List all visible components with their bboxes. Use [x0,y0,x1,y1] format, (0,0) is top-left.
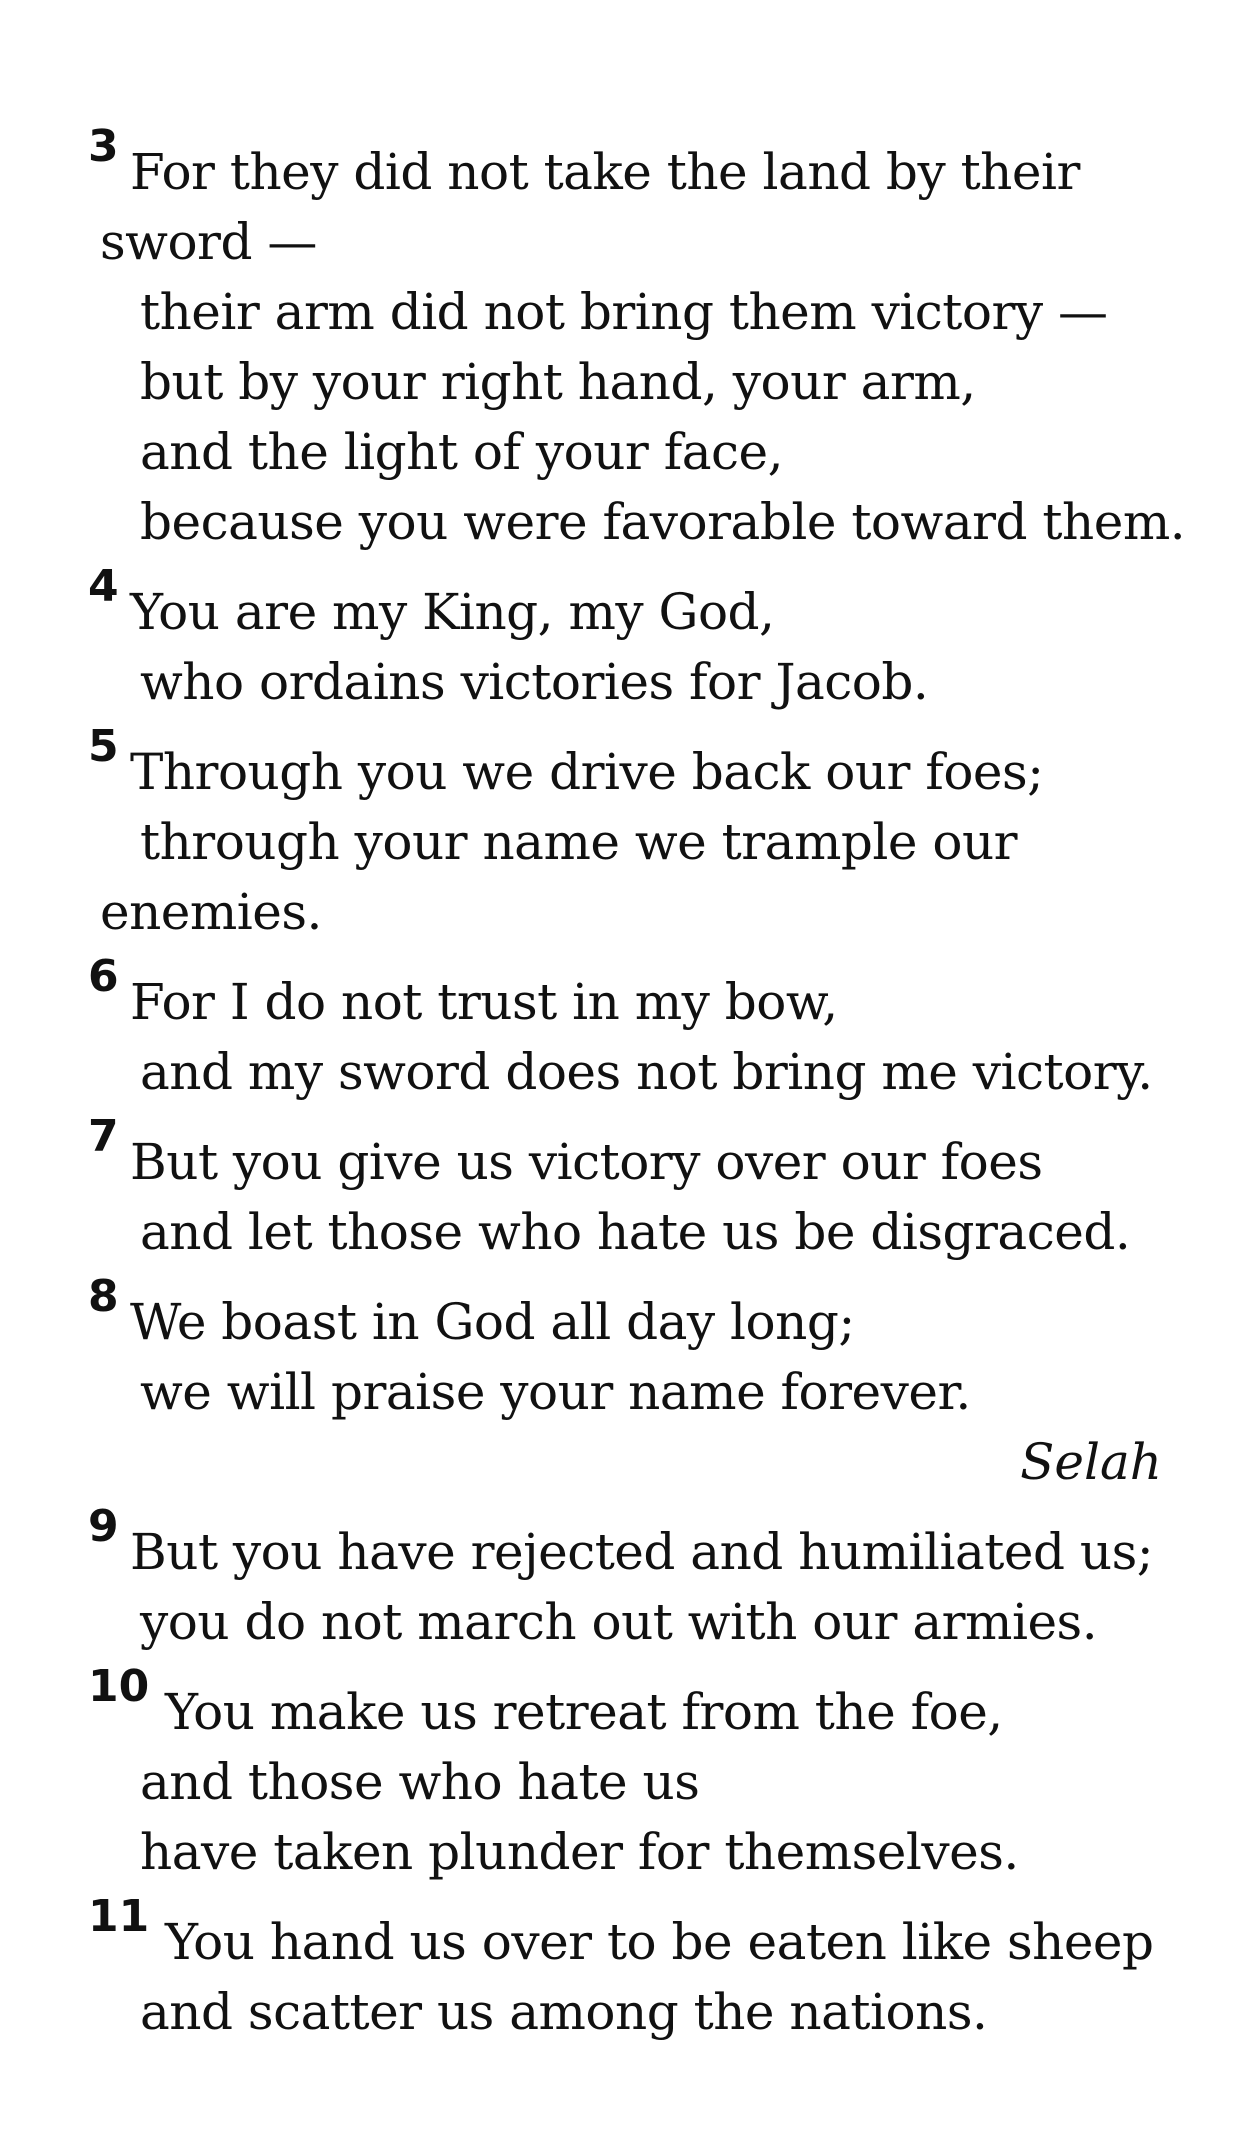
verse-line: their arm did not bring them victory — [140,283,1108,341]
verse-number: 11 [88,1891,150,1942]
verse-line: and let those who hate us be disgraced. [140,1203,1131,1261]
verse-line: sword — [100,213,317,271]
verse-number: 7 [88,1111,119,1162]
verse-number: 4 [88,561,119,612]
verse-number: 9 [88,1501,119,1552]
verse-line: you do not march out with our armies. [140,1593,1098,1651]
verse-line: You make us retreat from the foe, [165,1683,1003,1741]
verse-line: But you have rejected and humiliated us; [130,1523,1154,1581]
verse-line: enemies. [100,883,322,941]
verse-line: through your name we trample our [140,813,1018,871]
verse-number: 5 [88,721,119,772]
verse-number: 10 [88,1661,150,1712]
verse-line: we will praise your name forever. [140,1363,971,1421]
selah-marker: Selah [1020,1433,1162,1491]
verse-line: You hand us over to be eaten like sheep [165,1913,1154,1971]
verse-line: have taken plunder for themselves. [140,1823,1019,1881]
verse-line: but by your right hand, your arm, [140,353,976,411]
verse-line: because you were favorable toward them. [140,493,1186,551]
verse-line: and the light of your face, [140,423,784,481]
verse-line: and my sword does not bring me victory. [140,1043,1153,1101]
verse-line: Through you we drive back our foes; [130,743,1044,801]
verse-number: 6 [88,951,119,1002]
verse-number: 3 [88,121,119,172]
verse-line: For I do not trust in my bow, [130,973,838,1031]
verse-line: and those who hate us [140,1753,700,1811]
verse-line: We boast in God all day long; [130,1293,855,1351]
verse-number: 8 [88,1271,119,1322]
verse-line: You are my King, my God, [130,583,775,641]
verse-line: For they did not take the land by their [130,143,1080,201]
verse-line: who ordains victories for Jacob. [140,653,929,711]
verse-line: But you give us victory over our foes [130,1133,1043,1191]
verse-line: and scatter us among the nations. [140,1983,988,2041]
